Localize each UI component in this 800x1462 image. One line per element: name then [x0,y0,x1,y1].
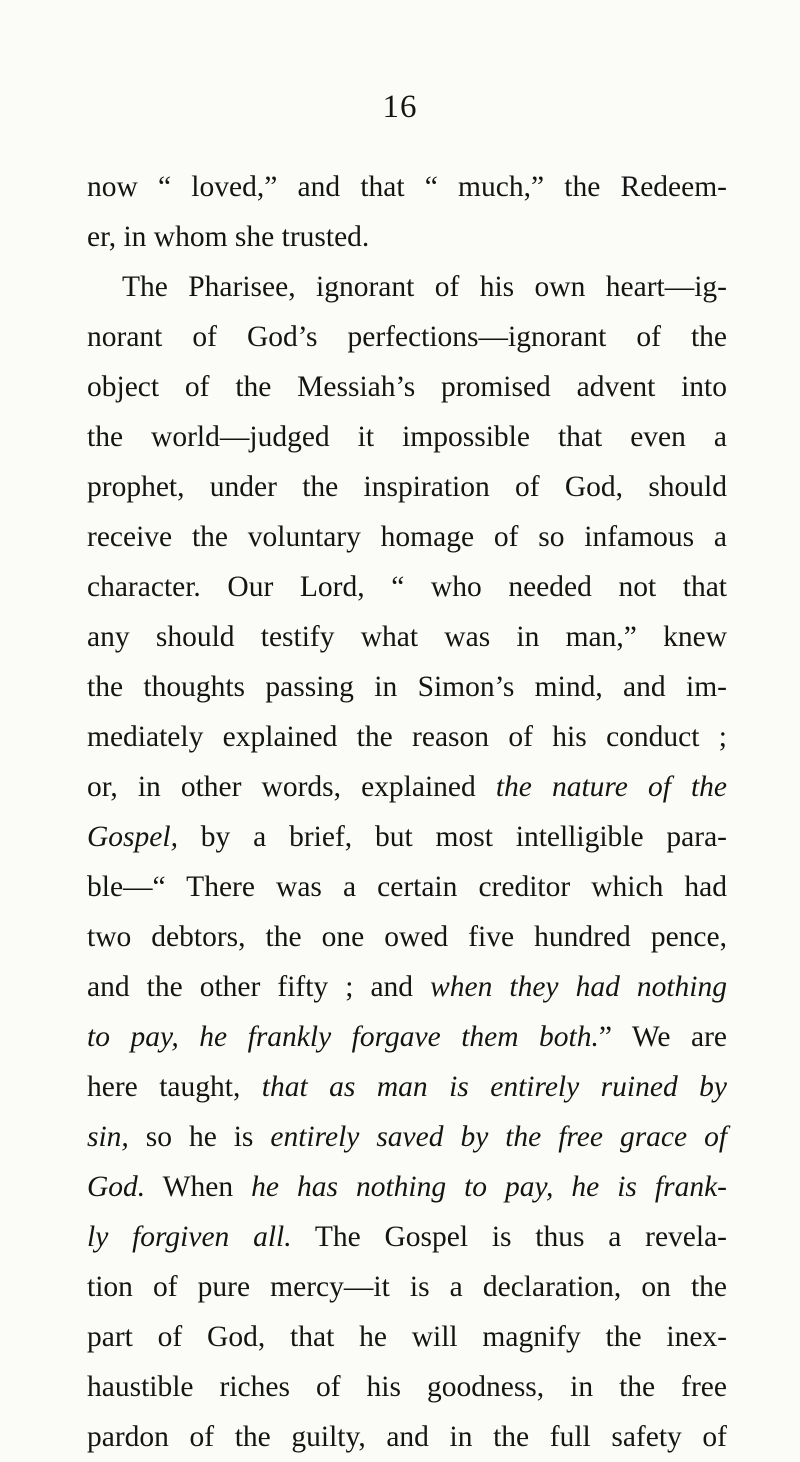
italic-text: God. [87,1171,146,1203]
text-line [87,1062,727,1112]
text-line [87,712,727,762]
italic-text: entirely saved by the free grace of [270,1121,728,1153]
text-line [87,612,727,662]
text-segment: mediately explained the reason of his conduct ; [87,721,727,753]
text-segment: and the other fifty ; and [87,971,431,1003]
text-segment: When [145,1171,252,1203]
page-text [87,162,727,1462]
text-segment: two debtors, the one owed five hundred pence, [87,921,727,953]
text-line [87,1412,727,1462]
text-line [87,362,727,412]
text-line [87,312,727,362]
italic-text: ly forgiven all. [87,1221,292,1253]
text-segment: by a brief, but most intelligible para- [177,821,727,853]
text-segment: pardon of the guilty, and in the full safety of [87,1421,727,1453]
italic-text: to pay, he frankly forgave them both. [87,1021,599,1053]
text-line [87,562,727,612]
text-segment: tion of pure mercy—it is a declaration, on the [87,1271,727,1303]
text-segment: The Gospel is thus a revela- [291,1221,727,1253]
text-segment: object of the Messiah’s promised advent into [87,371,727,403]
text-line [87,812,727,862]
text-segment: ” We are [598,1021,727,1053]
text-line [87,762,727,812]
text-segment: The Pharisee, ignorant of his own heart—ig- [122,271,727,303]
italic-text: that as man is entirely ruined by [261,1071,727,1103]
text-line [87,1262,727,1312]
text-segment: receive the voluntary homage of so infamous a [87,521,727,553]
text-segment: any should testify what was in man,” knew [87,621,727,653]
text-line [87,1212,727,1262]
text-line [87,1162,727,1212]
text-line [87,862,727,912]
text-segment: so he is [128,1121,271,1153]
text-line [87,262,727,312]
text-segment: or, in other words, explained [87,771,496,803]
text-line [87,462,727,512]
italic-text: when they had nothing [430,971,727,1003]
text-line [87,412,727,462]
text-segment: here taught, [87,1071,262,1103]
page-number: 16 [382,89,418,125]
italic-text: the nature of the [495,771,728,803]
text-line [87,912,727,962]
text-segment: the thoughts passing in Simon’s mind, and im- [87,671,727,703]
text-line [87,1362,727,1412]
text-line [87,162,727,212]
text-segment: character. Our Lord, “ who needed not that [87,571,727,603]
text-segment: ble—“ There was a certain creditor which had [87,871,727,903]
italic-text: sin, [87,1121,129,1153]
text-segment: prophet, under the inspiration of God, should [87,471,727,503]
text-segment: er, in whom she trusted. [87,221,370,253]
text-line [87,662,727,712]
text-line [87,212,727,262]
text-segment: part of God, that he will magnify the inex- [87,1321,727,1353]
text-line [87,1112,727,1162]
text-segment: the world—judged it impossible that even a [87,421,727,453]
text-line [87,512,727,562]
text-segment: now “ loved,” and that “ much,” the Redeem- [87,171,727,203]
text-line [87,1312,727,1362]
text-segment: haustible riches of his goodness, in the free [87,1371,727,1403]
text-segment: norant of God’s perfections—ignorant of the [87,321,727,353]
text-line [87,1012,727,1062]
italic-text: Gospel, [87,821,178,853]
italic-text: he has nothing to pay, he is frank- [251,1171,727,1203]
text-line [87,962,727,1012]
